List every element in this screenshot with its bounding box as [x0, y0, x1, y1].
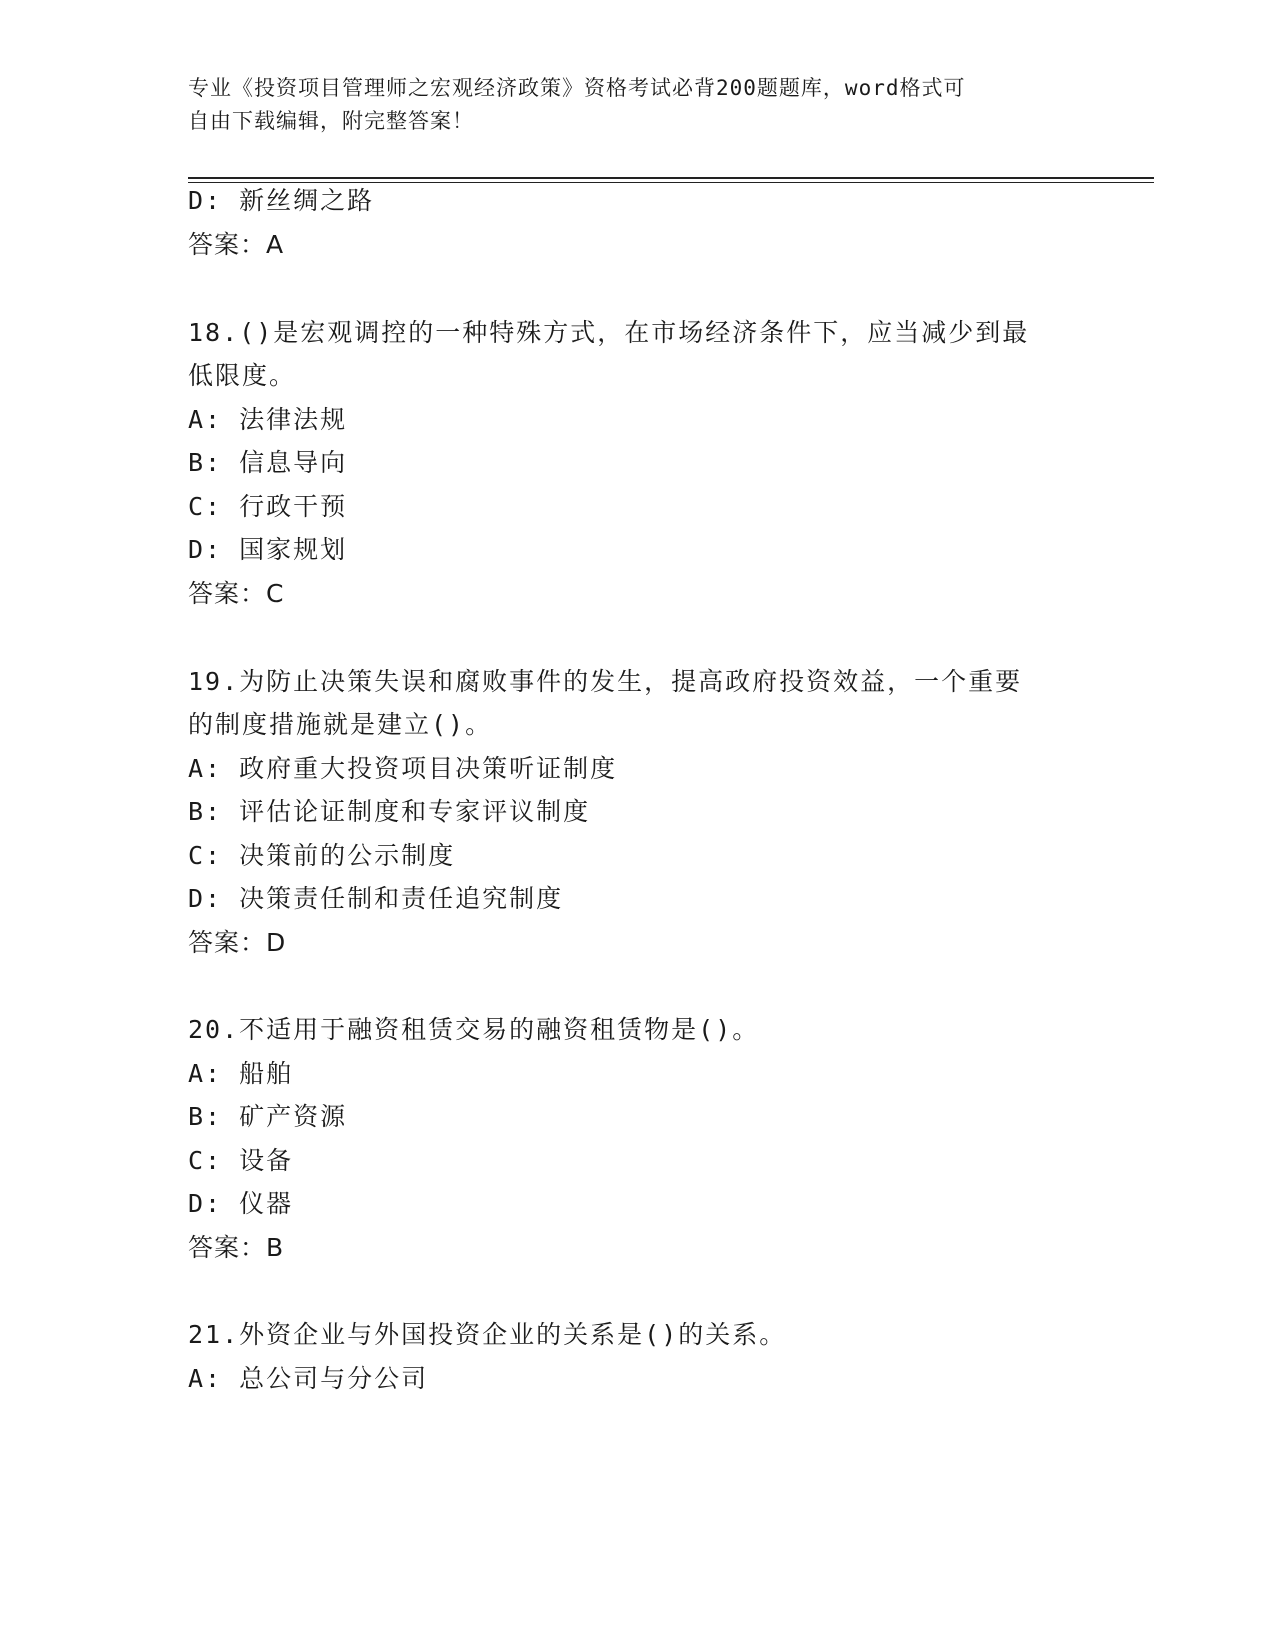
option-c: C: 决策前的公示制度: [188, 841, 456, 870]
answer-label: 答案：D: [188, 928, 287, 957]
header-line-2: 自由下载编辑，附完整答案！: [188, 109, 474, 133]
question-stem: 18.()是宏观调控的一种特殊方式，在市场经济条件下，应当减少到最: [188, 318, 1030, 347]
option-b: B: 矿产资源: [188, 1102, 348, 1131]
option-a: A: 船舶: [188, 1059, 294, 1088]
question-stem: 低限度。: [188, 361, 297, 390]
question-stem: 20.不适用于融资租赁交易的融资租赁物是()。: [188, 1015, 760, 1044]
option-a: A: 政府重大投资项目决策听证制度: [188, 754, 618, 783]
option-c: C: 设备: [188, 1146, 294, 1175]
question-stem: 的制度措施就是建立()。: [188, 710, 493, 739]
header-divider-thin: [188, 182, 1154, 183]
answer-label: 答案：B: [188, 1233, 285, 1262]
header-line-1: 专业《投资项目管理师之宏观经济政策》资格考试必背200题题库，word格式可: [188, 76, 966, 100]
question-stem: 19.为防止决策失误和腐败事件的发生，提高政府投资效益，一个重要: [188, 667, 1023, 696]
option-a: A: 总公司与分公司: [188, 1364, 429, 1393]
option-b: B: 评估论证制度和专家评议制度: [188, 797, 591, 826]
option-d: D: 新丝绸之路: [188, 186, 375, 215]
answer-label: 答案：A: [188, 230, 285, 259]
answer-label: 答案：C: [188, 579, 285, 608]
option-d: D: 国家规划: [188, 535, 348, 564]
option-a: A: 法律法规: [188, 405, 348, 434]
header-divider: [188, 177, 1154, 179]
option-d: D: 决策责任制和责任追究制度: [188, 884, 564, 913]
document-header: [188, 72, 1068, 138]
option-d: D: 仪器: [188, 1189, 294, 1218]
question-stem: 21.外资企业与外国投资企业的关系是()的关系。: [188, 1320, 787, 1349]
option-c: C: 行政干预: [188, 492, 348, 521]
option-b: B: 信息导向: [188, 448, 348, 477]
